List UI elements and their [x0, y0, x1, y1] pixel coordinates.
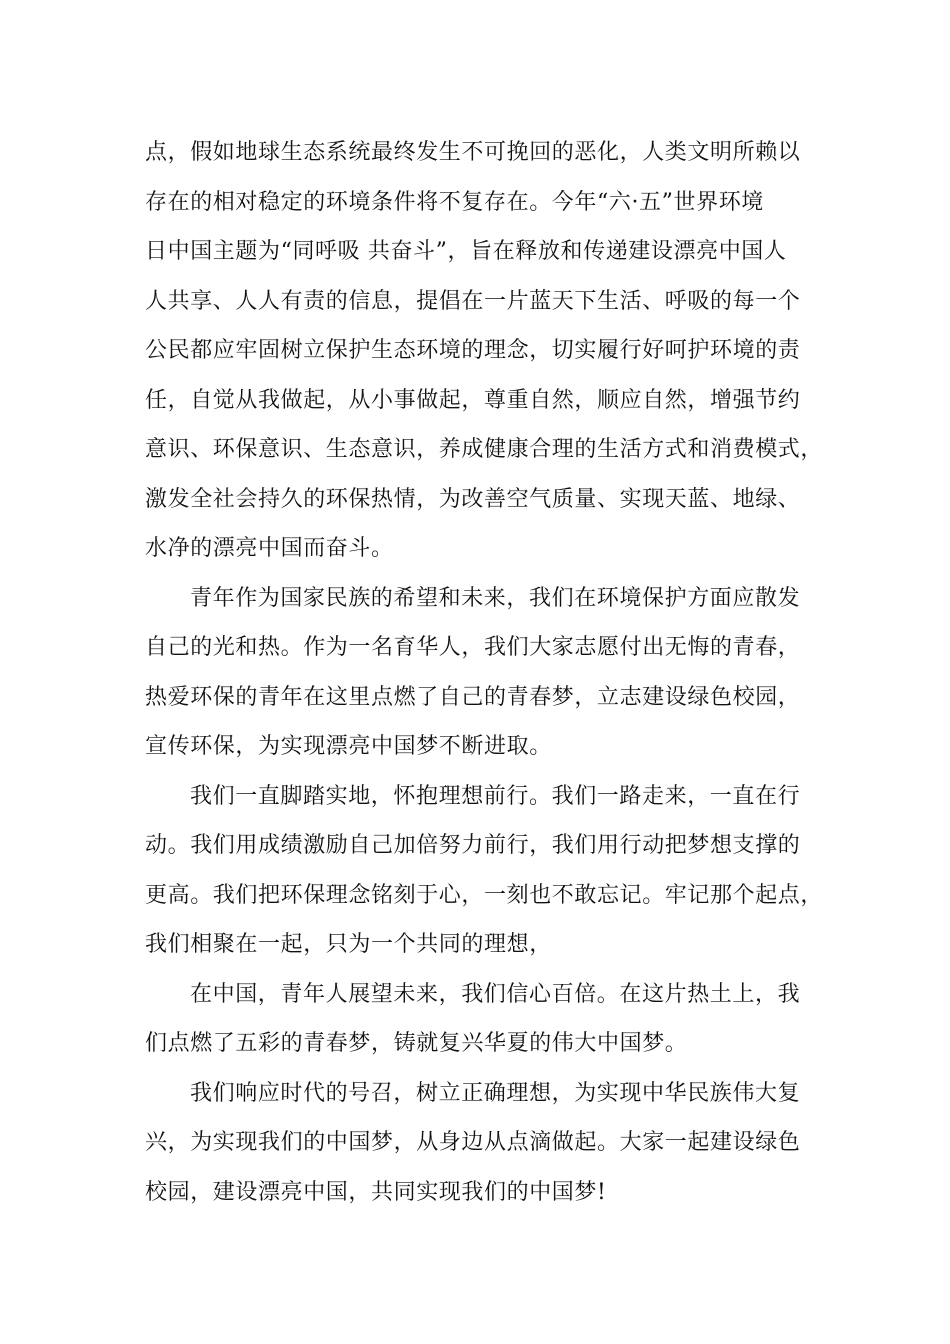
text-line: 热爱环保的青年在这里点燃了自己的青春梦，立志建设绿色校园， [145, 684, 801, 710]
paragraph-5 [145, 1069, 825, 1218]
text-line: 们点燃了五彩的青春梦，铸就复兴华夏的伟大中国梦。 [145, 1031, 688, 1056]
text-line: 宣传环保，为实现漂亮中国梦不断进取。 [145, 734, 552, 759]
paragraph-2 [145, 574, 825, 772]
paragraph-1 [145, 128, 825, 574]
text-line: 点，假如地球生态系统最终发生不可挽回的恶化，人类文明所赖以 [145, 140, 801, 165]
text-line: 兴，为实现我们的中国梦，从身边从点滴做起。大家一起建设绿色 [145, 1130, 801, 1155]
text-line: 公民都应牢固树立保护生态环境的理念，切实履行好呵护环境的责 [145, 338, 801, 363]
text-line: 动。我们用成绩激励自己加倍努力前行，我们用行动把梦想支撑的 [145, 833, 801, 858]
text-line: 存在的相对稳定的环境条件将不复存在。今年“六·五”世界环境 [145, 189, 764, 215]
text-line: 任，自觉从我做起，从小事做起，尊重自然，顺应自然，增强节约 [145, 387, 801, 413]
text-line: 我们响应时代的号召，树立正确理想，为实现中华民族伟大复 [190, 1080, 801, 1106]
text-line: 人共享、人人有责的信息，提倡在一片蓝天下生活、呼吸的每一个 [145, 288, 801, 314]
paragraph-4 [145, 970, 825, 1069]
text-line: 我们相聚在一起，只为一个共同的理想， [145, 932, 552, 957]
document-body [145, 128, 825, 1217]
text-line: 自己的光和热。作为一名育华人，我们大家志愿付出无悔的青春， [145, 635, 801, 660]
text-line: 日中国主题为“同呼吸 共奋斗”，旨在释放和传递建设漂亮中国人 [145, 239, 787, 264]
paragraph-3 [145, 772, 825, 970]
text-line: 意识、环保意识、生态意识，养成健康合理的生活方式和消费模式， [145, 437, 824, 462]
text-line: 在中国，青年人展望未来，我们信心百倍。在这片热土上，我 [190, 981, 801, 1007]
text-line: 水净的漂亮中国而奋斗。 [145, 536, 394, 561]
text-line: 校园，建设漂亮中国，共同实现我们的中国梦! [145, 1179, 607, 1205]
text-line: 我们一直脚踏实地，怀抱理想前行。我们一路走来，一直在行 [190, 783, 801, 809]
text-line: 青年作为国家民族的希望和未来，我们在环境保护方面应散发 [190, 585, 801, 611]
text-line: 激发全社会持久的环保热情，为改善空气质量、实现天蓝、地绿、 [145, 486, 801, 512]
text-line: 更高。我们把环保理念铭刻于心，一刻也不敢忘记。牢记那个起点， [145, 882, 824, 908]
